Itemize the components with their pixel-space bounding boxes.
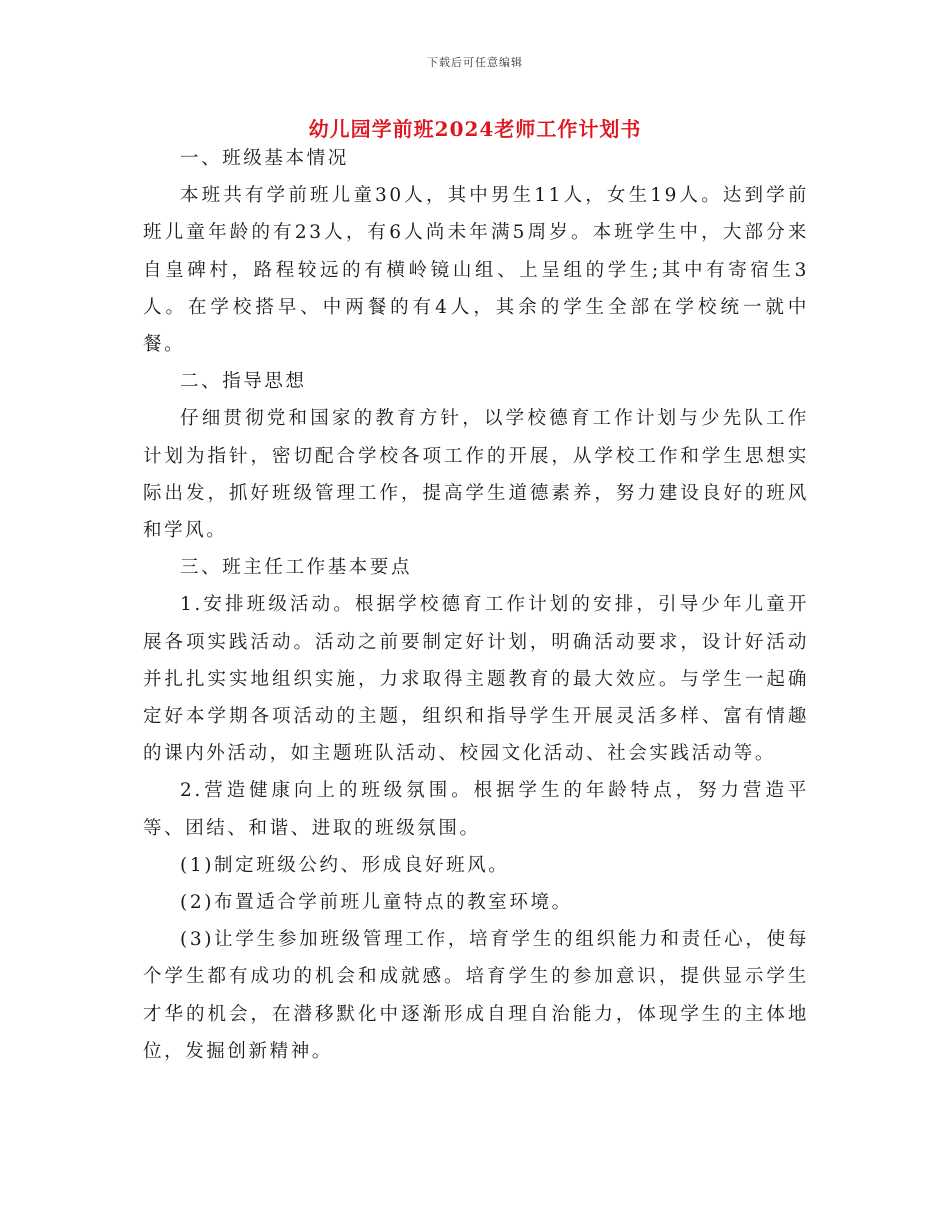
document-title: 幼儿园学前班2024老师工作计划书 bbox=[308, 117, 642, 141]
list-item-1: (1)制定班级公约、形成良好班风。 bbox=[180, 854, 510, 876]
section-heading-key-points: 三、班主任工作基本要点 bbox=[180, 557, 413, 579]
paragraph-guiding-idea: 仔细贯彻党和国家的教育方针，以学校德育工作计划与少先队工作计划为指针，密切配合学校各项工作的开展，从学校工作和学生思想实际出发，抓好班级管理工作，提高学生道德素养，努力建设良好的班风和学风。 bbox=[143, 408, 809, 542]
paragraph-point-2: 2.营造健康向上的班级氛围。根据学生的年龄特点，努力营造平等、团结、和谐、进取的班级氛围。 bbox=[143, 780, 809, 839]
list-item-3: (3)让学生参加班级管理工作，培育学生的组织能力和责任心，使每个学生都有成功的机会和成就感。培育学生的参加意识，提供显示学生才华的机会，在潜移默化中逐渐形成自理自治能力，体现学生的主体地位，发掘创新精神。 bbox=[143, 929, 809, 1062]
paragraph-point-1: 1.安排班级活动。根据学校德育工作计划的安排，引导少年儿童开展各项实践活动。活动之前要制定好计划，明确活动要求，设计好活动并扎扎实实地组织实施，力求取得主题教育的最大效应。与学生一起确定好本学期各项活动的主题，组织和指导学生开展灵活多样、富有情趣的课内外活动，如主题班队活动、校园文化活动、社会实践活动等。 bbox=[143, 594, 809, 765]
section-heading-basic-info: 一、班级基本情况 bbox=[180, 148, 349, 169]
header-note: 下载后可任意编辑 bbox=[427, 56, 523, 69]
document-body bbox=[143, 140, 809, 1070]
paragraph-basic-info: 本班共有学前班儿童30人，其中男生11人，女生19人。达到学前班儿童年龄的有23人，有6人尚未年满5周岁。本班学生中，大部分来自皇碑村，路程较远的有横岭镜山组、上呈组的学生;其中有寄宿生3人。在学校搭早、中两餐的有4人，其余的学生全部在学校统一就中餐。 bbox=[143, 185, 809, 356]
section-heading-guiding-idea: 二、指导思想 bbox=[180, 371, 307, 393]
list-item-2: (2)布置适合学前班儿童特点的教室环境。 bbox=[180, 892, 573, 914]
